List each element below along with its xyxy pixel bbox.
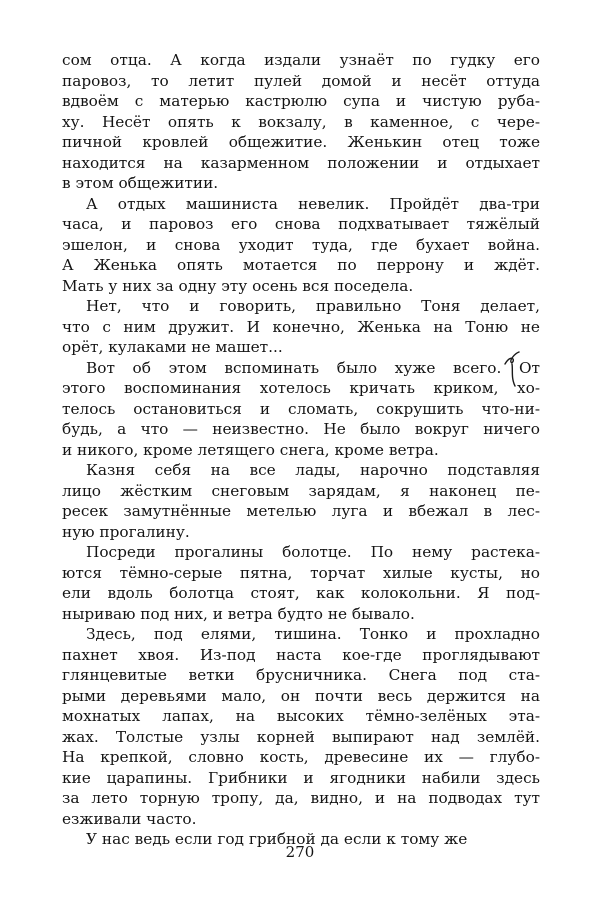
body-text <box>62 50 540 850</box>
text-line: за лето торную тропу, да, видно, и на подводах тут <box>62 789 540 807</box>
text-line: езживали часто. <box>62 809 197 828</box>
text-line: Казня себя на все лады, нарочно подставляя <box>86 461 540 479</box>
text-line: находится на казарменном положении и отдыхает <box>62 153 540 172</box>
text-line: А Женька опять мотается по перрону и ждёт. <box>62 256 540 274</box>
text-line: ются тёмно-серые пятна, торчат хилые кусты, но <box>62 563 540 582</box>
text-line: телось остановиться и сломать, сокрушить что-ни- <box>62 399 540 418</box>
text-line: жах. Толстые узлы корней выпирают над землёй. <box>62 727 540 746</box>
text-line: эшелон, и снова уходит туда, где бухает война. <box>62 235 540 254</box>
text-line: глянцевитые ветки брусничника. Снега под ста- <box>62 666 540 684</box>
text-line: сом отца. А когда издали узнаёт по гудку его <box>62 51 540 69</box>
text-line: ресек замутнённые метелью луга и вбежал в лес- <box>62 502 540 520</box>
text-line: Здесь, под елями, тишина. Тонко и прохладно <box>86 625 540 643</box>
text-line: в этом общежитии. <box>62 174 219 192</box>
text-line: Мать у них за одну эту осень вся поседела. <box>62 276 414 295</box>
text-line: этого воспоминания хотелось кричать криком, хо- <box>62 379 540 397</box>
text-line: А отдых машиниста невелик. Пройдёт два-три <box>86 194 540 213</box>
text-line: часа, и паровоз его снова подхватывает тяжёлый <box>62 215 540 233</box>
text-line: Посреди прогалины болотце. По нему растека- <box>86 543 540 561</box>
text-line: На крепкой, словно кость, древесине их — глубо- <box>62 748 540 766</box>
text-line: ели вдоль болотца стоят, как колокольни. Я под- <box>62 584 540 602</box>
text-line: пичной кровлей общежитие. Женькин отец тоже <box>62 133 540 151</box>
text-line: ную прогалину. <box>62 522 190 541</box>
text-line: рыми деревьями мало, он почти весь держится на <box>62 686 540 705</box>
text-line: вдвоём с матерью кастрюлю супа и чистую руба- <box>62 92 540 110</box>
text-line: и никого, кроме летящего снега, кроме ветра. <box>62 440 439 459</box>
handwritten-pen-mark <box>502 350 522 388</box>
text-line: У нас ведь если год грибной да если к тому же <box>86 830 468 848</box>
text-line: мохнатых лапах, на высоких тёмно-зелёных эта- <box>62 707 540 725</box>
text-line: пахнет хвоя. Из-под наста кое-где проглядывают <box>62 645 540 664</box>
text-line: Нет, что и говорить, правильно Тоня делает, <box>86 297 540 315</box>
text-line: будь, а что — неизвестно. Не было вокруг ничего <box>62 420 540 438</box>
text-line: ху. Несёт опять к вокзалу, в каменное, с чере- <box>62 112 540 131</box>
page-number: 270 <box>285 843 315 861</box>
text-line: паровоз, то летит пулей домой и несёт оттуда <box>62 71 540 90</box>
text-line: лицо жёстким снеговым зарядам, я наконец пе- <box>62 481 540 500</box>
text-line: Вот об этом вспоминать было хуже всего. От <box>86 358 540 377</box>
text-line: орёт, кулаками не машет... <box>62 338 283 356</box>
text-line: ныриваю под них, и ветра будто не бывало. <box>62 604 415 623</box>
text-line: кие царапины. Грибники и ягодники набили здесь <box>62 768 540 787</box>
text-line: что с ним дружит. И конечно, Женька на Тоню не <box>62 317 540 336</box>
